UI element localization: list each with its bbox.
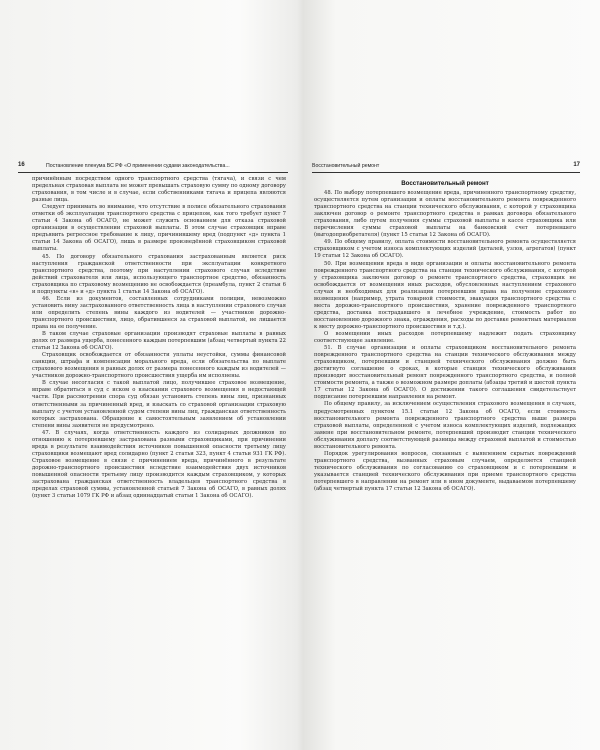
paragraph: 46. Если из документов, составленных сотрудниками полиции, невозможно установить вину застрахованного ответственность лица в наступлении страхового случая или определить степень вины каждого из водителей — участников дорожно-транспортного происшествия, лицо, обратившееся за страховой выплатой, не лишается права на ее получение. [32,295,286,330]
right-page [300,0,600,750]
paragraph: Порядок урегулирования вопросов, связанных с выявлением скрытых повреждений транспортного средства, вызванных страховым случаем, определяется станцией технического обслуживания по согласованию со страховщиком и с потерпевшим и указывается станцией технического обслуживания при приеме транспортного средства потерпевшего в направлении на ремонт или в ином документе, выдаваемом потерпевшему (абзац четвертый пункта 17 статьи 12 Закона об ОСАГО). [314,450,576,493]
paragraph: 50. При возмещении вреда в виде организации и оплаты восстановительного ремонта поврежденного транспортного средства на станции технического обслуживания, с которой у страховщика заключен договор о ремонте транспортного средства, страховщик не освобождается от возмещения иных расходов, обусловленных наступлением страхового случая и необходимых для реализации потерпевшим права на получение страхового возмещения (например, утрата товарной стоимости, эвакуация транспортного средства с места дорожно-транспортного происшествия, хранение поврежденного транспортного средства, доставка пострадавшего в лечебное учреждение, стоимость работ по восстановлению дорожного знака, ограждения, расходы по доставке ремонтных материалов к месту дорожно-транспортного происшествия и т.д.). [314,260,576,330]
page-number: 16 [18,162,25,168]
running-header [312,160,580,173]
paragraph: 45. По договору обязательного страхования застрахованным является риск наступления гражданской ответственности при эксплуатации конкретного транспортного средства, поэтому при наступлении страхового случая вследствие действий страхователя или лица, использующего транспортное средство, обязанность страховщика по страховому возмещению не освобождается (преамбула, пункт 2 статьи 6 и подпункты «в» и «д» пункта 1 статьи 14 Закона об ОСАГО). [32,253,286,295]
paragraph: 49. По общему правилу, оплата стоимости восстановительного ремонта осуществляется страховщиком с учетом износа комплектующих изделий (деталей, узлов, агрегатов) (пункт 19 статьи 12 Закона об ОСАГО). [314,239,576,260]
paragraph: В таком случае страховые организации производят страховые выплаты в равных долях от размера ущерба, понесенного каждым потерпевшим (абзац четвертый пункта 22 статьи 12 Закона об ОСАГО). [32,331,286,352]
paragraph: 48. По выбору потерпевшего возмещение вреда, причиненного транспортному средству, осуществляется путем организации и оплаты восстановительного ремонта поврежденного транспортного средства на станции технического обслуживания, с которой у страховщика заключен договор о ремонте транспортного средства в рамках договора обязательного страхования, либо путем получения суммы страховой выплаты в кассе страховщика или перечисления суммы страховой выплаты на банковский счет потерпевшего (выгодоприобретателя) (пункт 15 статьи 12 Закона об ОСАГО). [314,190,576,239]
paragraph: В случае несогласия с такой выплатой лицо, получившее страховое возмещение, вправе обратиться в суд с иском о взыскании страхового возмещения в недостающей части. При рассмотрении спора суд обязан установить степень вины лиц, признанных ответственными за причиненный вред, и взыскать со страховой организации страховую выплату с учетом установленной судом степени вины лиц, гражданская ответственность которых застрахована. Обращение к самостоятельным заявлением об установлении степени вины заявителя не предусмотрено. [32,380,286,429]
section-title: Восстановительный ремонт [401,180,489,187]
paragraph: По общему правилу, за исключением осуществления страхового возмещения в случаях, предусмотренных пунктом 15.1 статьи 12 Закона об ОСАГО, если стоимость восстановительного ремонта поврежденного транспортного средства выше размера страховой выплаты, определенной с учетом износа комплектующих изделий, подлежащих замене при восстановительном ремонте, потерпевший производит станции технического обслуживания доплату соответствующей разницы между страховой выплатой и стоимостью восстановительного ремонта. [314,401,576,450]
paragraph: Страховщик освобождается от обязанности уплаты неустойки, суммы финансовой санкции, штрафа и компенсации морального вреда, если обязательства по выплате страхового возмещения в равных долях от размера понесенного каждым из водителей — участников дорожно-транспортного происшествия ущерба им исполнены. [32,352,286,380]
running-title: Постановление пленума ВС РФ «О применении судами законодательства... [46,162,230,169]
running-header [18,160,288,173]
running-title: Восстановительный ремонт [312,162,380,169]
paragraph: 47. В случаях, когда ответственность каждого из солидарных должников по отношению к потерпевшему застрахована разными страховщиками, при причинении вреда в результате взаимодействия источников повышенной опасности третьему лицу страховщики возмещают вред солидарно (пункт 2 статьи 323, пункт 4 статьи 931 ГК РФ). Страховое возмещение в связи с причинением вреда, причинённого в результате дорожно-транспортного происшествия вследствие взаимодействия двух источников повышенной опасности третьему лицу производится каждым страховщиком, у которых застрахована гражданская ответственность владельцев транспортного средства в пределах страховой суммы, установленной статьей 7 Закона об ОСАГО, в равных долях (пункт 3 статьи 1079 ГК РФ и абзац одиннадцатый статьи 1 Закона об ОСАГО). [32,429,286,500]
paragraph: 51. В случае организации и оплаты страховщиком восстановительного ремонта поврежденного транспортного средства на станции технического обслуживания между страховщиком, потерпевшим и станцией технического обслуживания должно быть достигнуто соглашение о сроках, в которые станция технического обслуживания производит восстановительный ремонт поврежденного транспортного средства, и полной стоимости ремонта, а также о возможном размере доплаты (абзацы третий и шестой пункта 17 статьи 12 Закона об ОСАГО). О достижении такого соглашения свидетельствует подписание потерпевшим направления на ремонт. [314,345,576,401]
paragraph: Следует принимать во внимание, что отсутствие в полисе обязательного страхования отметки об эксплуатации транспортного средства с прицепом, как того требует пункт 7 статьи 4 Закона об ОСАГО, не может служить основанием для отказа страховой организации в осуществлении страховой выплаты. В этом случае страховщик вправе предъявить регрессное требование к лицу, причинившему вред (подпункт «д» пункта 1 статьи 14 Закона об ОСАГО), лишь в размере произведённой страховщиком страховой выплаты. [32,204,286,253]
page-number: 17 [573,162,580,168]
page-body [314,178,576,493]
paragraph: О возмещении иных расходов потерпевшему надлежит подать страховщику соответствующее заявление. [314,330,576,345]
paragraph: причинённым посредством одного транспортного средства (тягача), и связи с чем предельная страховая выплата не может превышать страховую сумму по одному договору страхования, в том числе и в случае, если собственниками тягача и прицепа являются разные лица. [32,176,286,204]
page-body [32,176,286,500]
